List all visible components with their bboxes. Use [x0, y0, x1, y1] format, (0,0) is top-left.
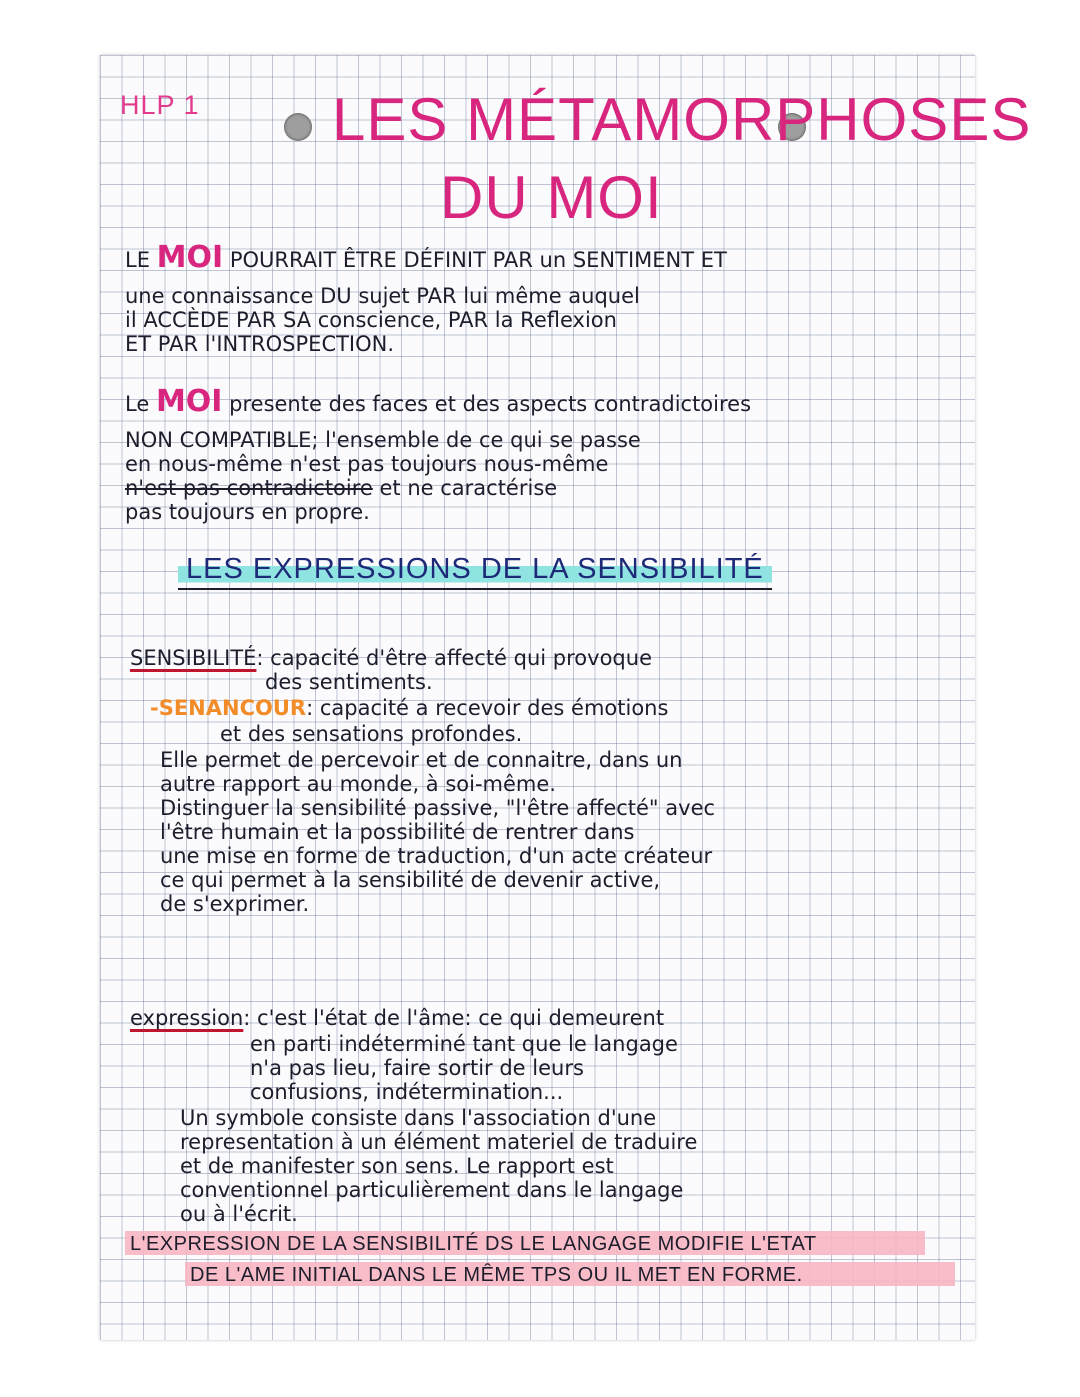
para2-prefix: Le — [125, 392, 156, 416]
senancour-line — [150, 697, 668, 719]
conclusion-line-2: DE L'AME INITIAL DANS LE MÊME TPS OU IL MET EN FORME. — [190, 1264, 803, 1286]
expression-line-9: ou à l'écrit. — [180, 1202, 298, 1226]
sensibilite-line-5: Elle permet de percevoir et de connaitre, dans un — [160, 748, 683, 772]
expression-line-5: Un symbole consiste dans l'association d'une — [180, 1106, 657, 1130]
intro-rest: POURRAIT ÊTRE DÉFINIT PAR un SENTIMENT ET — [223, 248, 727, 272]
para2-rest: presente des faces et des aspects contradictoires — [222, 392, 752, 416]
section-title: LES EXPRESSIONS DE LA SENSIBILITÉ — [178, 551, 772, 590]
term-sensibilite: SENSIBILITÉ — [130, 646, 257, 670]
struck-text: n'est pas contradictoire — [125, 476, 373, 500]
para2-line-1 — [125, 384, 752, 419]
sensibilite-line-4: et des sensations profondes. — [220, 722, 523, 746]
senancour-name: -SENANCOUR — [150, 696, 307, 720]
moi-word-2: MOI — [155, 384, 223, 419]
page-title-line2: DU MOI — [440, 164, 663, 231]
expression-line-1 — [130, 1007, 664, 1029]
expression-definition: : c'est l'état de l'âme: ce qui demeurent — [243, 1006, 665, 1030]
expression-line-4: confusions, indétermination... — [250, 1080, 564, 1104]
para2-line-5: pas toujours en propre. — [125, 500, 370, 524]
sensibilite-line-7: Distinguer la sensibilité passive, "l'être affecté" avec — [160, 796, 716, 820]
moi-word: MOI — [156, 240, 224, 275]
sensibilite-line-6: autre rapport au monde, à soi-même. — [160, 772, 556, 796]
sensibilite-line-1 — [130, 647, 652, 669]
para2-line-4-rest: et ne caractérise — [372, 476, 558, 500]
para2-line-3: en nous-même n'est pas toujours nous-même — [125, 452, 609, 476]
intro-line-4: ET PAR l'INTROSPECTION. — [125, 332, 395, 356]
intro-line-1 — [125, 240, 727, 275]
expression-line-8: conventionnel particulièrement dans le langage — [180, 1178, 684, 1202]
para2-line-2: NON COMPATIBLE; l'ensemble de ce qui se passe — [125, 428, 641, 452]
expression-line-7: et de manifester son sens. Le rapport est — [180, 1154, 614, 1178]
intro-line-2: une connaissance DU sujet PAR lui même auquel — [125, 284, 640, 308]
sensibilite-line-10: ce qui permet à la sensibilité de devenir active, — [160, 868, 661, 892]
senancour-definition: : capacité a recevoir des émotions — [306, 696, 669, 720]
course-label: HLP 1 — [120, 90, 200, 120]
notebook-page — [100, 55, 1032, 1340]
sensibilite-line-9: une mise en forme de traduction, d'un acte créateur — [160, 844, 713, 868]
sensibilite-definition: : capacité d'être affecté qui provoque — [256, 646, 652, 670]
para2-line-4 — [125, 477, 557, 499]
expression-line-6: representation à un élément materiel de traduire — [180, 1130, 698, 1154]
term-expression: expression — [130, 1006, 244, 1030]
sensibilite-line-2: des sentiments. — [265, 670, 433, 694]
conclusion-line-1: L'EXPRESSION DE LA SENSIBILITÉ DS LE LANGAGE MODIFIE L'ETAT — [130, 1233, 817, 1255]
expression-line-2: en parti indéterminé tant que le langage — [250, 1032, 678, 1056]
sensibilite-line-8: l'être humain et la possibilité de rentrer dans — [160, 820, 635, 844]
expression-line-3: n'a pas lieu, faire sortir de leurs — [250, 1056, 584, 1080]
intro-prefix: LE — [125, 248, 157, 272]
sensibilite-line-11: de s'exprimer. — [160, 892, 310, 916]
punch-hole-left — [284, 113, 312, 141]
page-title-line1: LES MÉTAMORPHOSES — [332, 86, 1032, 153]
intro-line-3: il ACCÈDE PAR SA conscience, PAR la Reflexion — [125, 308, 617, 332]
